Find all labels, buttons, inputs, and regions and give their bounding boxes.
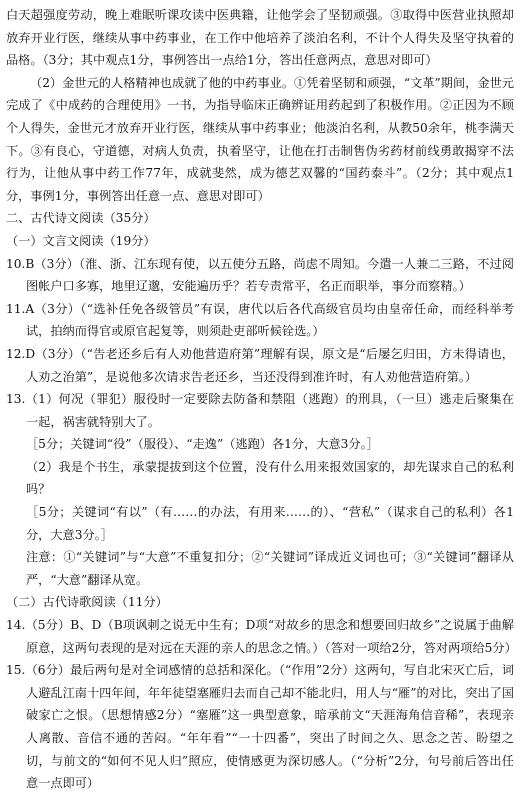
question-13-scoring2: ［5分；关键词“有以”（有……的办法，有用来……的）、“营私”（谋求自己的私利）各1分，大意3分。］ [26, 505, 514, 542]
question-11: 11.A（3分）（“选补任免各级管员”有误，唐代以后各代高级官员均由皇帝任命，而经科举考试，拍纳而得官或原官起复等，则须赴吏部听候铨选。） [6, 301, 514, 339]
question-13-part2: （2）我是个书生，承蒙提拔到这个位置，没有什么用来报效国家的，却先谋求自己的私利吗？ [26, 459, 514, 497]
question-13-scoring1: ［5分；关键词“役”（服役）、“走逸”（逃跑）各1分，大意3分。］ [26, 437, 379, 452]
question-15: 15.（6分）最后两句是对全词感情的总括和深化。（“作用”2分）这两句，写自北宋灭亡后，词人避乱江南十四年间，年年徒望塞雁归去而自己却不能北归，用人与“雁”的对比，突出了国破家亡之恨。（思想情感2分）“塞雁”这一典型意象，暗承前文“天涯海角信音稀”，表现亲人离散、音信不通的苦闷。“年年看”“一十四番”，突出了时间之久、思念之苦、盼望之切，与前文的“如何不见人归”照应，使情感更为深切感人。（“分析”2分，句号前后答出任意一点即可） [6, 663, 514, 791]
text-line-0: 白天超强度劳动，晚上难眠听课攻读中医典籍，让他学会了坚韧顽强。③取得中医营业执照却放弃开业行医，继续从事中药事业，在工作中他培养了淡泊名利，不计个人得失及坚守执着的品格。（3分；其中观点1分，事例答出一点给1分，答出任意两点，意思对即可） [6, 8, 514, 68]
subsection-heading-3: （一）文言文阅读（19分） [6, 233, 156, 248]
section-heading-2: 二、古代诗文阅读（35分） [6, 211, 156, 226]
question-14: 14.（5分）B、D（B项讽刺之说无中生有；D项“对故乡的思念和想要回归故乡”之说属于曲解原意，这两句表现的是对远在天涯的亲人的思念之情。）（答对一项给2分，答对两项给5分） [6, 618, 517, 655]
question-13-part1: 13.（1）何况（罪犯）服役时一定要除去防备和禁阻（逃跑）的刑具，（一旦）逃走后聚集在一起，祸害就特别大了。 [6, 392, 514, 429]
subsection-heading-poetry: （二）古代诗歌阅读（11分） [6, 595, 168, 610]
question-12: 12.D（3分）（“告老还乡后有人劝他营造府第”理解有误，原文是“后屡乞归田，方未得请也，人劝之治第”，是说他多次请求告老还乡，当还没得到准许时，有人劝他营造府第。） [6, 346, 514, 384]
question-10: 10.B（3分）（淮、浙、江东现有使，以五使分五路，尚虑不周知。今遣一人兼二三路，不过阅图帐户口多寡，地里辽邈，安能遍历乎？若专责常平，名正而职举，事分而察精。） [6, 256, 514, 294]
question-13-note: 注意：①“关键词”与“大意”不重复扣分；②“关键词”译成近义词也可；③“关键词”翻译从严，“大意”翻译从宽。 [26, 550, 514, 587]
text-line-1: （2）金世元的人格精神也成就了他的中药事业。①凭着坚韧和顽强，“文革”期间，金世元完成了《中成药的合理使用》一书，为指导临床正确辨证用药起到了积极作用。②正因为不顾个人得失，金世元才放弃开业行医，继续从事中药事业；他淡泊名利，从教50余年，桃李满天下。③有良心，守道德，对病人负责，执着坚守，让他在打击制售伪劣药材前线勇敢揭穿不法行为，让他从事中药工作77年，成就斐然，成为德艺双馨的“国药泰斗”。（2分；其中观点1分，事例1分，事例答出任意一点、意思对即可） [6, 75, 514, 203]
